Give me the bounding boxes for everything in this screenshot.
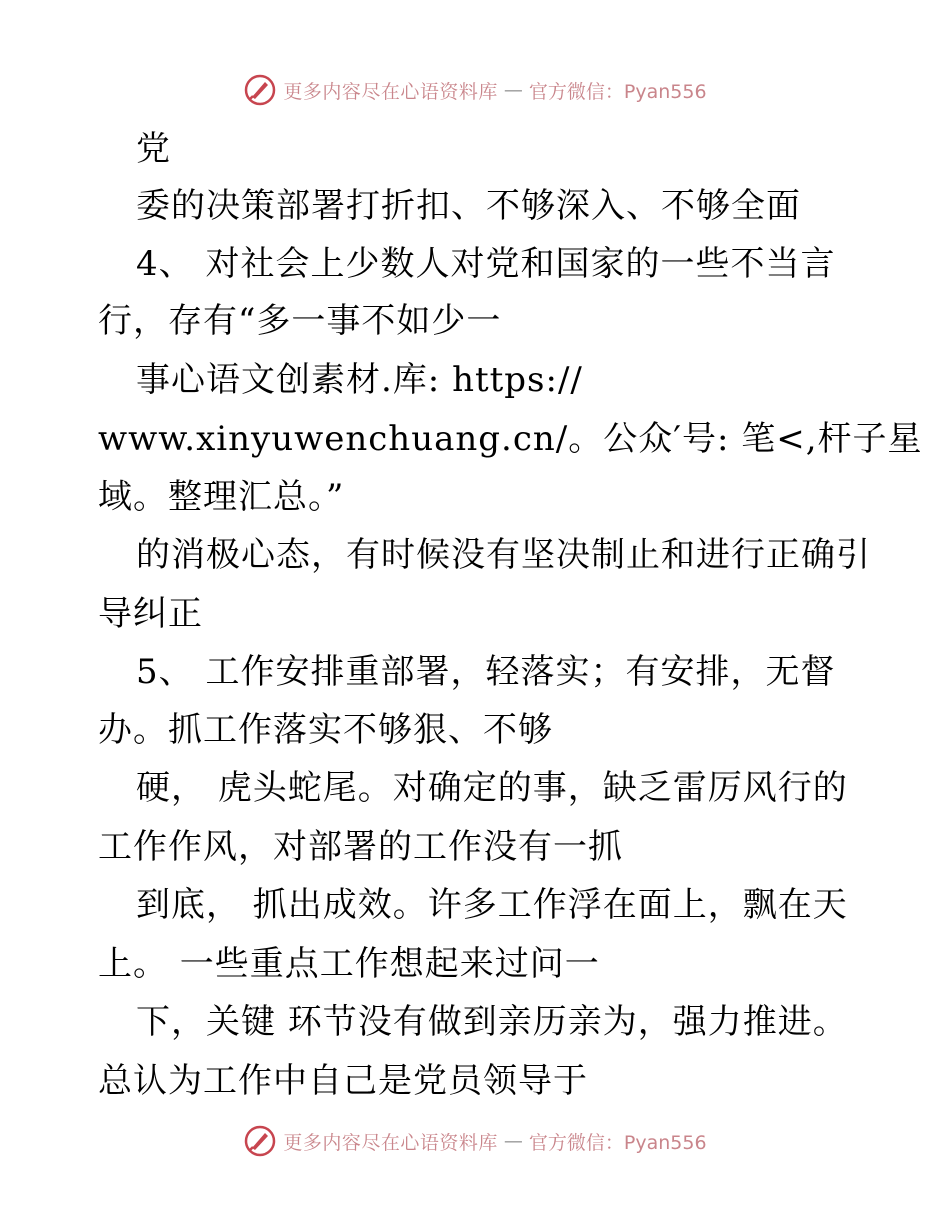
body-line: 硬， 虎头蛇尾。对确定的事，缺乏雷厉风行的	[136, 768, 848, 808]
quill-circle-logo-icon	[243, 73, 277, 107]
body-line: 事心语文创素材.库: https://	[136, 360, 583, 400]
quill-circle-logo-icon	[243, 1124, 277, 1158]
body-line: 工作作风，对部署的工作没有一抓	[98, 827, 623, 867]
body-line: 5、 工作安排重部署，轻落实；有安排，无督	[136, 652, 836, 692]
body-line: 行，存有“多一事不如少一	[98, 301, 502, 341]
body-line: 4、 对社会上少数人对党和国家的一些不当言	[136, 244, 836, 284]
body-line: 上。 一些重点工作想起来过问一	[98, 944, 600, 984]
body-line: 域。整理汇总。”	[98, 477, 345, 517]
banner-wechat: 官方微信：Pyan556	[528, 80, 707, 103]
banner-separator: —	[503, 79, 523, 101]
body-line: 的消极心态，有时候没有坚决制止和进行正确引	[136, 535, 871, 575]
body-line: 总认为工作中自己是党员领导于	[98, 1061, 588, 1101]
footer-watermark-banner	[0, 1123, 950, 1159]
body-line: www.xinyuwenchuang.cn/。公众′号: 笔<,杆子星	[98, 419, 923, 459]
banner-wechat: 官方微信：Pyan556	[528, 1131, 707, 1154]
body-line: 下，关键 环节没有做到亲历亲为，强力推进。	[136, 1002, 848, 1042]
body-line: 委的决策部署打折扣、不够深入、不够全面	[136, 186, 801, 226]
body-line: 到底， 抓出成效。许多工作浮在面上，飘在天	[136, 885, 848, 925]
banner-text: 更多内容尽在心语资料库	[283, 80, 498, 103]
body-line: 党	[136, 129, 171, 169]
banner-separator: —	[503, 1130, 523, 1152]
body-line: 导纠正	[98, 594, 203, 634]
banner-text: 更多内容尽在心语资料库	[283, 1131, 498, 1154]
header-watermark-banner	[0, 72, 950, 108]
body-line: 办。抓工作落实不够狠、不够	[98, 710, 553, 750]
